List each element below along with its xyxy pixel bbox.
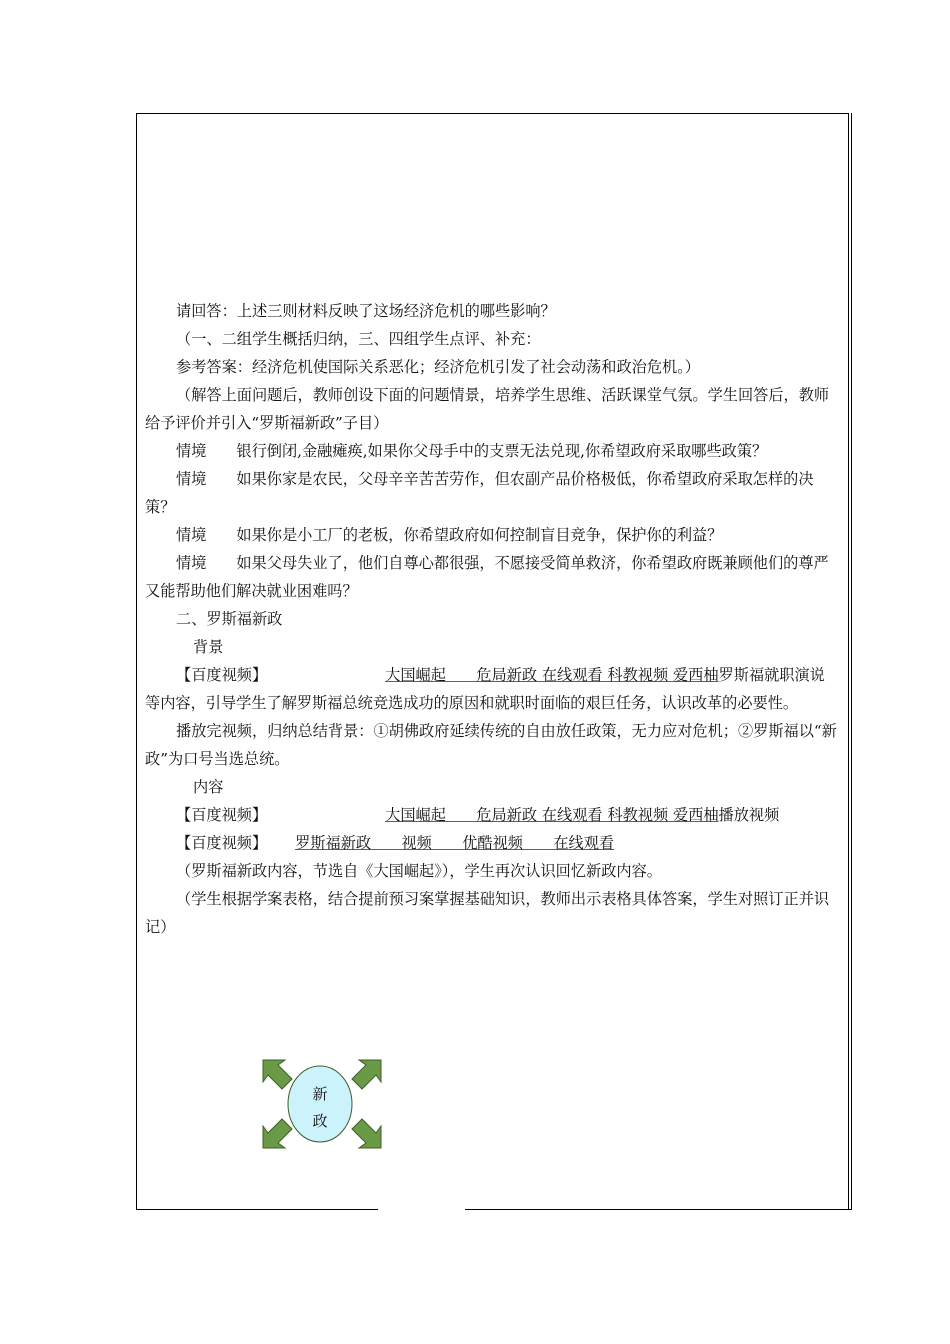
content-note: （罗斯福新政内容，节选自《大国崛起》），学生再次认识回忆新政内容。 <box>176 862 662 880</box>
arrow-top-right-icon <box>352 1060 381 1089</box>
reference-answer: 参考答案：经济危机使国际关系恶化；经济危机引发了社会动荡和政治危机。） <box>176 358 700 376</box>
video-link-2[interactable]: 大国崛起 危局新政 在线观看 科教视频 爱西柚 <box>385 806 719 824</box>
video-link-3[interactable]: 罗斯福新政 视频 优酷视频 在线观看 <box>295 834 615 852</box>
video-link-1[interactable]: 大国崛起 危局新政 在线观看 科教视频 爱西柚 <box>385 666 719 684</box>
baidu-video-1: 【百度视频】 大国崛起 危局新政 在线观看 科教视频 爱西柚罗斯福就职演说等内容，引导学生了解罗斯福总统竞选成功的原因和就职时面临的艰巨任务，认识改革的必要性。 <box>145 666 825 712</box>
baidu-video-3: 【百度视频】 罗斯福新政 视频 优酷视频 在线观看 <box>176 834 615 852</box>
situation-1: 情境 银行倒闭,金融瘫痪,如果你父母手中的支票无法兑现,你希望政府采取哪些政策？ <box>176 442 768 460</box>
study-note: （学生根据学案表格，结合提前预习案掌握基础知识，教师出示表格具体答案，学生对照订正并识记） <box>145 890 830 936</box>
table-right-border <box>851 113 852 1209</box>
circle-text-1: 新 <box>312 1085 328 1103</box>
bottom-border-left <box>136 1209 378 1210</box>
content-heading: 内容 <box>193 778 224 796</box>
arrow-bottom-left-icon <box>263 1119 292 1148</box>
bottom-border-right <box>465 1209 852 1210</box>
lesson-content <box>145 297 839 941</box>
situation-2: 情境 如果你家是农民，父母辛辛苦苦劳作，但农副产品价格极低，你希望政府采取怎样的决策？ <box>145 470 814 516</box>
circle-text-2: 政 <box>312 1112 328 1130</box>
group-instruction: （一、二组学生概括归纳，三、四组学生点评、补充： <box>176 330 541 348</box>
question-line: 请回答：上述三则材料反映了这场经济危机的哪些影响？ <box>176 302 556 320</box>
new-deal-diagram <box>262 1057 382 1161</box>
situation-4: 情境 如果父母失业了，他们自尊心都很强，不愿接受简单救济，你希望政府既兼顾他们的尊严又能帮助他们解决就业困难吗？ <box>145 554 829 600</box>
baidu-video-2: 【百度视频】 大国崛起 危局新政 在线观看 科教视频 爱西柚播放视频 <box>176 806 780 824</box>
section-heading: 二、罗斯福新政 <box>176 610 283 628</box>
background-heading: 背景 <box>193 638 224 656</box>
arrow-bottom-right-icon <box>352 1119 381 1148</box>
situation-3: 情境 如果你是小工厂的老板，你希望政府如何控制盲目竞争，保护你的利益？ <box>176 526 723 544</box>
background-summary: 播放完视频，归纳总结背景：①胡佛政府延续传统的自由放任政策，无力应对危机；②罗斯福以“新政”为口号当选总统。 <box>145 722 837 768</box>
teacher-note: （解答上面问题后，教师创设下面的问题情景，培养学生思维、活跃课堂气氛。学生回答后，教师给予评价并引入“罗斯福新政”子目） <box>145 386 830 432</box>
new-deal-circle <box>288 1066 352 1142</box>
arrow-top-left-icon <box>263 1060 292 1089</box>
